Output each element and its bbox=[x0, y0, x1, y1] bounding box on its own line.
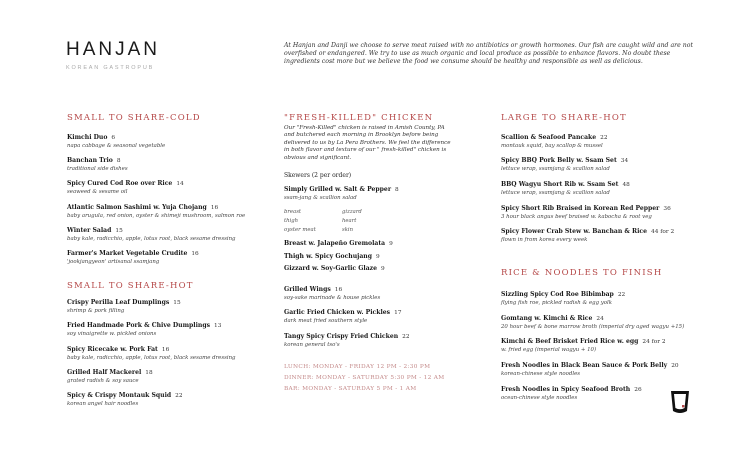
menu-item: Gizzard w. Soy-Garlic Glaze 9 bbox=[284, 265, 385, 272]
hours-lunch: LUNCH: MONDAY - FRIDAY 12 PM - 2:30 PM bbox=[284, 364, 431, 370]
menu-item: Spicy Cured Cod Roe over Rice 14 seaweed & sesame oil bbox=[67, 180, 184, 195]
menu-item: Fried Handmade Pork & Chive Dumplings 13 soy vinaigrette w. pickled onions bbox=[67, 322, 222, 337]
menu-item: Fresh Noodles in Black Bean Sauce & Pork Belly 20 korean-chinese style noodles bbox=[501, 362, 679, 377]
brand-title: HANJAN bbox=[66, 39, 161, 60]
menu-item: Tangy Spicy Crispy Fried Chicken 22 korean general tso's bbox=[284, 333, 410, 348]
menu-item: Garlic Fried Chicken w. Pickles 17 dark meat fried southern style bbox=[284, 309, 402, 324]
menu-item: Fresh Noodles in Spicy Seafood Broth 26 ocean-chinese style noodles bbox=[501, 386, 642, 401]
heading-chicken: "FRESH-KILLED" CHICKEN bbox=[284, 113, 434, 123]
menu-item: Simply Grilled w. Salt & Pepper 8 ssam-jang & scallion salad bbox=[284, 186, 399, 201]
menu-item: Gomtang w. Kimchi & Rice 24 20 hour beef & bone marrow broth (imperial dry aged wagyu +15) bbox=[501, 315, 685, 330]
brand-logo bbox=[66, 40, 160, 71]
menu-item: Breast w. Jalapeño Gremolata 9 bbox=[284, 240, 393, 247]
intro-paragraph: At Hanjan and Danji we choose to serve meat raised with no antibiotics or growth hormones. Our fish are caught wild and are not overfished or endangered. We try to use as much organic and local produce as possible to enhance flavors. No doubt these ingredients cost more but we believe the food we consume should be healthy and responsible as well as delicious. bbox=[284, 42, 693, 65]
heading-cold: SMALL TO SHARE-COLD bbox=[67, 113, 201, 123]
menu-item: Spicy & Crispy Montauk Squid 22 korean angel hair noodles bbox=[67, 392, 183, 407]
menu-item: Kimchi Duo 6 napa cabbage & seasonal vegetable bbox=[67, 134, 166, 149]
hours-bar: BAR: MONDAY - SATURDAY 5 PM - 1 AM bbox=[284, 386, 417, 392]
menu-item: Winter Salad 15 baby kale, radicchio, apple, lotus root, black sesame dressing bbox=[67, 227, 236, 242]
menu-item: Spicy BBQ Pork Belly w. Ssam Set 34 lettuce wrap, ssamjang & scallion salad bbox=[501, 157, 629, 172]
menu-item: Scallion & Seafood Pancake 22 montauk squid, bay scallop & mussel bbox=[501, 134, 608, 149]
hours-dinner: DINNER: MONDAY - SATURDAY 5:30 PM - 12 AM bbox=[284, 375, 445, 381]
heading-noodles: RICE & NOODLES TO FINISH bbox=[501, 268, 663, 278]
brand-subtitle: KOREAN GASTROPUB bbox=[66, 65, 155, 71]
menu-item: Kimchi & Beef Brisket Fried Rice w. egg 24 for 2 w. fried egg (imperial wagyu + 10) bbox=[501, 338, 666, 353]
menu-item: Banchan Trio 8 traditional side dishes bbox=[67, 157, 128, 172]
skewers-label: Skewers (2 per order) bbox=[284, 172, 352, 179]
menu-item: Thigh w. Spicy Gochujang 9 bbox=[284, 253, 380, 260]
menu-item: Sizzling Spicy Cod Roe Bibimbap 22 flying fish roe, pickled radish & egg yolk bbox=[501, 291, 626, 306]
menu-item: Grilled Half Mackerel 18 grated radish & soy sauce bbox=[67, 369, 153, 384]
heading-hot: SMALL TO SHARE-HOT bbox=[67, 281, 194, 291]
soju-cup-icon bbox=[669, 389, 691, 415]
chicken-note: Our "Fresh-Killed" chicken is raised in Amish County, PA and butchered each morning in Brooklyn before being delivered to us by La Pera Brothers. We feel the difference in both flavor and texture of our " fresh-killed" chicken is obvious and significant. bbox=[284, 125, 451, 161]
menu-item: Atlantic Salmon Sashimi w. Yuja Chojang 16 baby arugula, red onion, oyster & shimeji mushroom, salmon roe bbox=[67, 204, 246, 219]
menu-item: Spicy Flower Crab Stew w. Banchan & Rice 44 for 2 flown in from korea every week bbox=[501, 228, 675, 243]
heading-large: LARGE TO SHARE-HOT bbox=[501, 113, 627, 123]
menu-item: Crispy Perilla Leaf Dumplings 15 shrimp & pork filling bbox=[67, 299, 181, 314]
menu-item: Spicy Ricecake w. Pork Fat 16 baby kale, radicchio, apple, lotus root, black sesame dressing bbox=[67, 346, 236, 361]
menu-item: Grilled Wings 16 soy-sake marinade & house pickles bbox=[284, 286, 381, 301]
menu-item: BBQ Wagyu Short Rib w. Ssam Set 48 lettuce wrap, ssamjang & scallion salad bbox=[501, 181, 630, 196]
menu-item: Spicy Short Rib Braised in Korean Red Pepper 36 3 hour black angus beef braised w. kabocha & root veg bbox=[501, 205, 671, 220]
menu-item: Farmer's Market Vegetable Crudite 16 'jookjangyeon' artisanal ssamjang bbox=[67, 250, 199, 265]
